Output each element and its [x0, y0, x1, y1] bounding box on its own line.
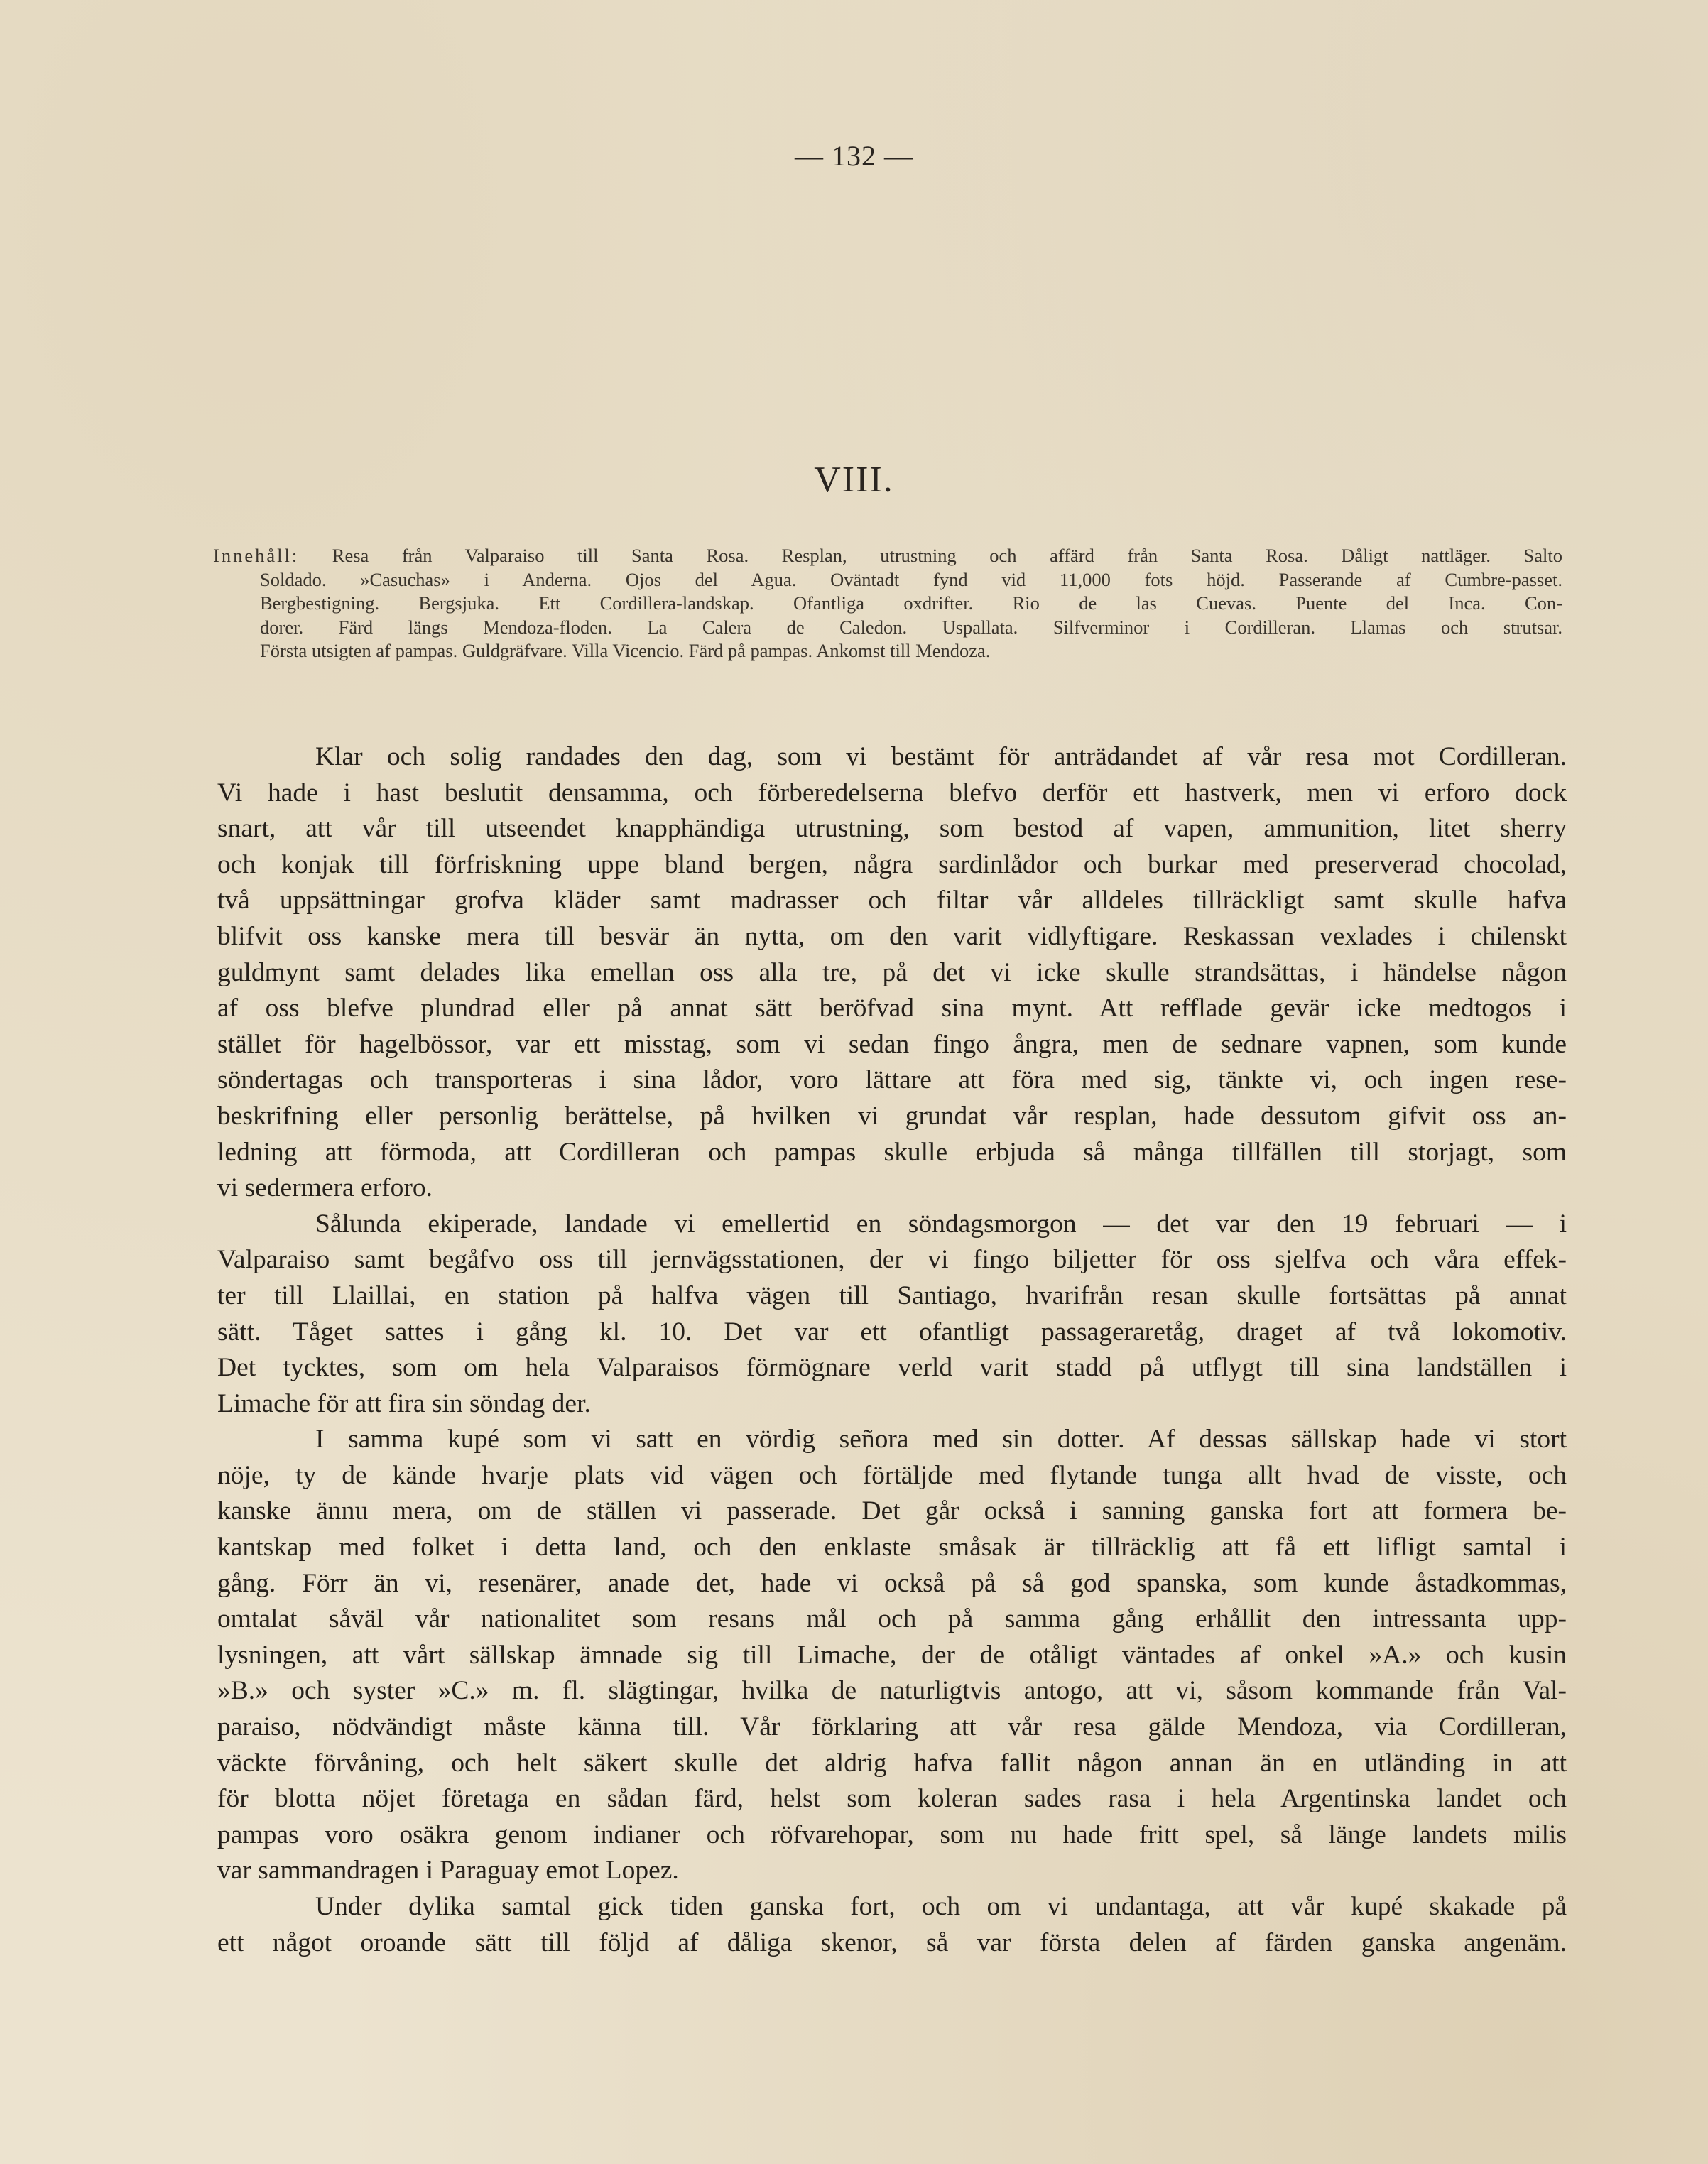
paragraph-line: guldmynt samt delades lika emellan oss alla tre, på det vi icke skulle strandsättas, i händelse någon [217, 957, 1567, 987]
paragraph-line: beskrifning eller personlig berättelse, på hvilken vi grundat vår resplan, hade dessutom gifvit oss an- [217, 1101, 1567, 1131]
body-text [217, 739, 1567, 1961]
paragraph-line: för blotta nöjet företaga en sådan färd, helst som koleran sades rasa i hela Argentinska landet och [217, 1784, 1567, 1814]
paragraph-line: gång. Förr än vi, resenärer, anade det, hade vi också på så god spanska, som kunde åstadkommas, [217, 1568, 1567, 1598]
contents-line: Soldado. »Casuchas» i Anderna. Ojos del Agua. Oväntadt fynd vid 11,000 fots höjd. Passerande af Cumbre-passet. [260, 568, 1562, 590]
contents-line: Första utsigten af pampas. Guldgräfvare. Villa Vicencio. Färd på pampas. Ankomst till Mendoza. [260, 640, 991, 661]
contents-line [213, 544, 1562, 568]
paragraph-line: ett något oroande sätt till följd af dåliga skenor, så var första delen af färden ganska angenäm. [217, 1928, 1567, 1957]
paragraph-line: ledning att förmoda, att Cordilleran och pampas skulle erbjuda så många tillfällen till storjagt, som [217, 1137, 1567, 1167]
paragraph-line: söndertagas och transporteras i sina lådor, voro lättare att föra med sig, tänkte vi, och ingen rese- [217, 1065, 1567, 1095]
paragraph-line: Klar och solig randades den dag, som vi bestämt för anträdandet af vår resa mot Cordilleran. [315, 742, 1567, 771]
paragraph-line: kantskap med folket i detta land, och den enklaste småsak är tillräcklig att få ett lifligt samtal i [217, 1533, 1567, 1562]
paragraph-line: väckte förvåning, och helt säkert skulle det aldrig hafva fallit någon annan än en utländing in att [217, 1748, 1567, 1778]
paragraph-line: kanske ännu mera, om de ställen vi passerade. Det går också i sanning ganska fort att formera be- [217, 1496, 1567, 1526]
paragraph-line: paraiso, nödvändigt måste känna till. Vår förklaring att vår resa gälde Mendoza, via Cordilleran, [217, 1712, 1567, 1742]
paragraph-line: Vi hade i hast beslutit densamma, och förberedelserna blefvo derför ett hastverk, men vi erforo dock [217, 778, 1567, 808]
paragraph-line: snart, att vår till utseendet knapphändiga utrustning, som bestod af vapen, ammunition, litet sherry [217, 814, 1567, 844]
contents-line: dorer. Färd längs Mendoza-floden. La Calera de Caledon. Uspallata. Silfverminor i Cordilleran. Llamas och strutsar. [260, 616, 1562, 638]
paragraph-line: pampas voro osäkra genom indianer och röfvarehopar, som nu hade fritt spel, så länge landets milis [217, 1820, 1567, 1849]
contents-label: Innehåll: [213, 545, 300, 566]
paragraph-line: Sålunda ekiperade, landade vi emellertid en söndagsmorgon — det var den 19 februari — i [315, 1209, 1567, 1239]
chapter-title: VIII. [814, 460, 894, 500]
paragraph-line: ter till Llaillai, en station på halfva vägen till Santiago, hvarifrån resan skulle fortsättas på annat [217, 1281, 1567, 1310]
page-number: — 132 — [795, 140, 913, 172]
paragraph-line: nöje, ty de kände hvarje plats vid vägen och förtäljde med flytande tunga allt hvad de visste, och [217, 1460, 1567, 1490]
paragraph-line: omtalat såväl vår nationalitet som resans mål och på samma gång erhållit den intressanta upp- [217, 1604, 1567, 1634]
paragraph-line: Limache för att fira sin söndag der. [217, 1388, 591, 1418]
paragraph-line: vi sedermera erforo. [217, 1173, 433, 1203]
paragraph-line: blifvit oss kanske mera till besvär än nytta, om den varit vidlyftigare. Reskassan vexlades i chilenskt [217, 921, 1567, 951]
paragraph-line: sätt. Tåget sattes i gång kl. 10. Det var ett ofantligt passageraretåg, draget af två lokomotiv. [217, 1317, 1567, 1347]
paragraph-line: »B.» och syster »C.» m. fl. slägtingar, hvilka de naturligtvis antogo, att vi, såsom kommande från Val- [217, 1676, 1567, 1706]
paragraph-line: lysningen, att vårt sällskap ämnade sig till Limache, der de otåligt väntades af onkel »A.» och kusin [217, 1640, 1567, 1670]
paragraph-line: Under dylika samtal gick tiden ganska fort, och om vi undantaga, att vår kupé skakade på [315, 1892, 1567, 1921]
paragraph-line: stället för hagelbössor, var ett misstag, som vi sedan fingo ångra, men de sednare vapnen, som kunde [217, 1029, 1567, 1059]
paragraph-line: två uppsättningar grofva kläder samt madrasser och filtar vår alldeles tillräckligt samt skulle hafva [217, 886, 1567, 915]
paragraph-line: Valparaiso samt begåfvo oss till jernvägsstationen, der vi fingo biljetter för oss sjelfva och våra effek- [217, 1245, 1567, 1275]
paragraph-line: var sammandragen i Paraguay emot Lopez. [217, 1856, 679, 1886]
paragraph-line: och konjak till förfriskning uppe bland bergen, några sardinlådor och burkar med preserverad chocolad, [217, 849, 1567, 879]
paragraph-line: af oss blefve plundrad eller på annat sätt beröfvad sina mynt. Att refflade gevär icke medtogos i [217, 994, 1567, 1023]
chapter-contents-summary [213, 544, 1562, 663]
contents-text: Resa från Valparaiso till Santa Rosa. Resplan, utrustning och affärd från Santa Rosa. Dåligt nattläger. Salto [332, 545, 1563, 566]
paragraph-line: Det tycktes, som om hela Valparaisos förmögnare verld varit stadd på utflygt till sina landställen i [217, 1353, 1567, 1383]
paragraph-line: I samma kupé som vi satt en vördig señora med sin dotter. Af dessas sällskap hade vi stort [315, 1425, 1567, 1455]
contents-line: Bergbestigning. Bergsjuka. Ett Cordillera-landskap. Ofantliga oxdrifter. Rio de las Cuevas. Puente del Inca. Con- [260, 592, 1562, 614]
